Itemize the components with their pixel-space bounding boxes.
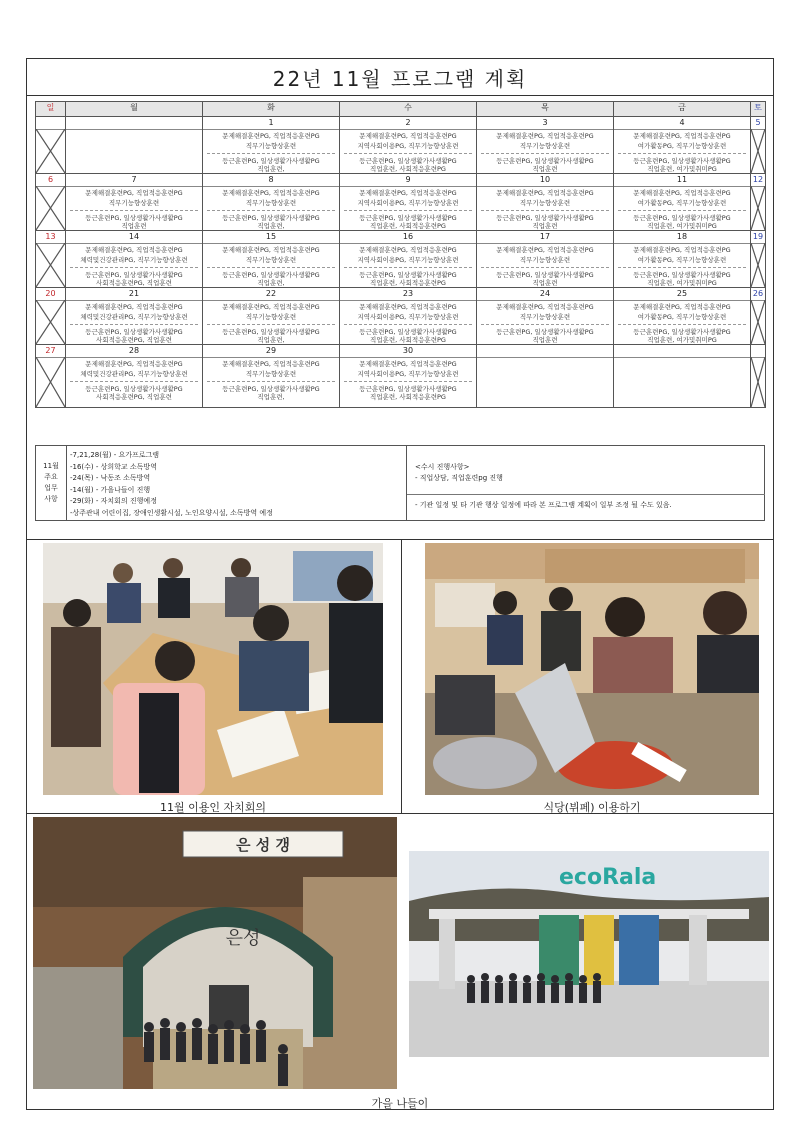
photo-buffet <box>425 543 759 795</box>
afternoon-program: 등근훈련PG, 일상생활가사생활PG <box>85 214 183 222</box>
morning-program: 문제해결훈련PG, 직업적응훈련PG <box>359 303 457 311</box>
calendar-day-cell <box>477 117 614 174</box>
calendar-day-cell <box>614 288 751 345</box>
note-item: -14(월) - 가을나들이 진행 <box>70 485 151 494</box>
notes-label-line: 주요 <box>44 473 58 481</box>
session-divider <box>481 153 609 154</box>
day-number: 15 <box>203 231 339 244</box>
note-item: -상주관내 어린이집, 장애인생활시설, 노인요양시설, 소독방역 예정 <box>70 508 273 517</box>
morning-program: 지역사회이용PG, 직무기능향상훈련 <box>357 370 459 378</box>
afternoon-program: 직업훈련, 여가및취미PG <box>647 165 717 173</box>
calendar-day-cell <box>751 117 766 174</box>
day-number: 8 <box>203 174 339 187</box>
morning-program: 문제해결훈련PG, 직업적응훈련PG <box>222 246 320 254</box>
day-number: 10 <box>477 174 613 187</box>
afternoon-program: 직업훈련, 사회적응훈련PG <box>370 165 446 173</box>
morning-program: 직무기능향상훈련 <box>519 256 571 264</box>
morning-program: 체력및건강관리PG, 직무기능향상훈련 <box>80 313 188 321</box>
closed-day-cross <box>36 186 65 230</box>
morning-program: 문제해결훈련PG, 직업적응훈련PG <box>222 132 320 140</box>
closed-day-cross <box>751 186 765 230</box>
monthly-notes <box>35 445 765 521</box>
morning-program: 체력및건강관리PG, 직무기능향상훈련 <box>80 370 188 378</box>
closed-day-cross <box>36 243 65 287</box>
calendar-day-cell <box>36 174 66 231</box>
day-number <box>614 345 750 358</box>
notes-label <box>36 446 67 520</box>
afternoon-program: 직업훈련, <box>257 336 285 344</box>
day-number: 26 <box>751 288 765 301</box>
morning-program: 직무기능향상훈련 <box>245 313 297 321</box>
calendar-day-cell <box>477 174 614 231</box>
morning-program: 직무기능향상훈련 <box>245 142 297 150</box>
session-divider <box>344 381 472 382</box>
session-divider <box>207 324 335 325</box>
day-number: 16 <box>340 231 476 244</box>
afternoon-program: 사회적응훈련PG, 직업훈련 <box>96 393 172 401</box>
day-number: 20 <box>36 288 65 301</box>
ongoing-item: - 직업상담, 직업훈련pg 진행 <box>415 474 503 482</box>
session-divider <box>344 267 472 268</box>
ecorala-logo: ecoRala <box>559 865 657 890</box>
page-frame <box>26 58 774 1110</box>
day-number: 13 <box>36 231 65 244</box>
afternoon-program: 직업훈련, 여가및취미PG <box>647 336 717 344</box>
morning-program: 직무기능향상훈련 <box>519 142 571 150</box>
notes-label-line: 업무 <box>44 484 58 492</box>
caption-buffet: 식당(뷔페) 이용하기 <box>543 801 641 814</box>
photo-grid-line <box>27 539 773 540</box>
calendar-day-cell <box>340 117 477 174</box>
closed-day-cross <box>36 129 65 173</box>
tunnel-sign-top: 은 성 갱 <box>236 835 290 854</box>
day-number: 24 <box>477 288 613 301</box>
day-number: 18 <box>614 231 750 244</box>
morning-program: 문제해결훈련PG, 직업적응훈련PG <box>496 189 594 197</box>
weekday-mon: 월 <box>66 102 203 117</box>
morning-program: 문제해결훈련PG, 직업적응훈련PG <box>359 189 457 197</box>
calendar-day-cell <box>203 117 340 174</box>
morning-program: 직무기능향상훈련 <box>245 199 297 207</box>
afternoon-program: 직업훈련, 여가및취미PG <box>647 222 717 230</box>
page-title: 22년 11월 프로그램 계획 <box>27 59 773 96</box>
session-divider <box>618 153 746 154</box>
weekday-fri: 금 <box>614 102 751 117</box>
closed-day-cross <box>751 129 765 173</box>
day-number: 9 <box>340 174 476 187</box>
afternoon-program: 등근훈련PG, 일상생활가사생활PG <box>496 328 594 336</box>
calendar-week-row <box>36 174 766 231</box>
day-number: 23 <box>340 288 476 301</box>
weekday-header-row <box>36 102 766 117</box>
afternoon-program: 직업훈련, 사회적응훈련PG <box>370 279 446 287</box>
day-number: 14 <box>66 231 202 244</box>
calendar-day-cell <box>614 117 751 174</box>
closed-day-cross <box>36 300 65 344</box>
morning-program: 문제해결훈련PG, 직업적응훈련PG <box>85 246 183 254</box>
morning-program: 문제해결훈련PG, 직업적응훈련PG <box>496 132 594 140</box>
day-number: 25 <box>614 288 750 301</box>
morning-program: 지역사회이용PG, 직무기능향상훈련 <box>357 199 459 207</box>
calendar-day-cell <box>614 231 751 288</box>
closed-day-cross <box>36 357 65 407</box>
afternoon-program: 직업훈련 <box>121 222 147 230</box>
afternoon-program: 직업훈련, <box>257 393 285 401</box>
note-item: -7,21,28(월) - 요가프로그램 <box>70 451 160 459</box>
afternoon-program: 직업훈련, <box>257 165 285 173</box>
calendar-week-row <box>36 288 766 345</box>
afternoon-program: 사회적응훈련PG, 직업훈련 <box>96 336 172 344</box>
closed-day-cross <box>751 243 765 287</box>
morning-program: 여가활동PG, 직무기능향상훈련 <box>637 199 727 207</box>
afternoon-program: 등근훈련PG, 일상생활가사생활PG <box>222 385 320 393</box>
caption-autumn-outing: 가을 나들이 <box>371 1097 429 1110</box>
morning-program: 지역사회이용PG, 직무기능향상훈련 <box>357 313 459 321</box>
morning-program: 직무기능향상훈련 <box>519 313 571 321</box>
caption-meeting: 11월 이용인 자치회의 <box>160 801 266 814</box>
afternoon-program: 등근훈련PG, 일상생활가사생활PG <box>85 385 183 393</box>
session-divider <box>344 324 472 325</box>
day-number: 7 <box>66 174 202 187</box>
buffet-photo-art <box>425 543 759 795</box>
day-number: 1 <box>203 117 339 130</box>
morning-program: 문제해결훈련PG, 직업적응훈련PG <box>633 132 731 140</box>
session-divider <box>70 324 198 325</box>
morning-program: 직무기능향상훈련 <box>245 256 297 264</box>
day-number: 17 <box>477 231 613 244</box>
morning-program: 여가활동PG, 직무기능향상훈련 <box>637 256 727 264</box>
calendar-day-cell <box>36 117 66 174</box>
afternoon-program: 등근훈련PG, 일상생활가사생활PG <box>496 271 594 279</box>
morning-program: 문제해결훈련PG, 직업적응훈련PG <box>85 303 183 311</box>
day-number: 2 <box>340 117 476 130</box>
calendar-day-cell <box>36 345 66 408</box>
session-divider <box>70 381 198 382</box>
morning-program: 직무기능향상훈련 <box>245 370 297 378</box>
day-number: 28 <box>66 345 202 358</box>
session-divider <box>70 267 198 268</box>
day-number: 12 <box>751 174 765 187</box>
program-calendar <box>35 101 766 408</box>
note-item: -16(수) - 상희학교 소독방역 <box>70 462 157 471</box>
morning-program: 문제해결훈련PG, 직업적응훈련PG <box>496 303 594 311</box>
note-item: -29(화) - 자치회의 진행예정 <box>70 497 157 505</box>
notes-divider <box>407 494 765 495</box>
afternoon-program: 등근훈련PG, 일상생활가사생활PG <box>359 214 457 222</box>
day-number: 11 <box>614 174 750 187</box>
calendar-day-cell <box>66 117 203 174</box>
afternoon-program: 직업훈련 <box>532 165 558 173</box>
afternoon-program: 직업훈련 <box>532 222 558 230</box>
session-divider <box>481 267 609 268</box>
tunnel-sign-face: 은성 <box>225 928 261 949</box>
morning-program: 문제해결훈련PG, 직업적응훈련PG <box>85 360 183 368</box>
calendar-day-cell <box>66 288 203 345</box>
calendar-day-cell <box>36 288 66 345</box>
morning-program: 문제해결훈련PG, 직업적응훈련PG <box>359 246 457 254</box>
session-divider <box>618 210 746 211</box>
session-divider <box>70 210 198 211</box>
morning-program: 지역사회이용PG, 직무기능향상훈련 <box>357 142 459 150</box>
session-divider <box>207 381 335 382</box>
day-number: 22 <box>203 288 339 301</box>
morning-program: 문제해결훈련PG, 직업적응훈련PG <box>359 132 457 140</box>
calendar-day-cell <box>203 231 340 288</box>
photo-grid-line <box>401 539 402 813</box>
morning-program: 직무기능향상훈련 <box>519 199 571 207</box>
afternoon-program: 등근훈련PG, 일상생활가사생활PG <box>496 157 594 165</box>
afternoon-program: 등근훈련PG, 일상생활가사생활PG <box>633 214 731 222</box>
day-number <box>66 117 202 130</box>
calendar-day-cell <box>751 288 766 345</box>
morning-program: 문제해결훈련PG, 직업적응훈련PG <box>85 189 183 197</box>
calendar-day-cell <box>66 174 203 231</box>
afternoon-program: 등근훈련PG, 일상생활가사생활PG <box>222 214 320 222</box>
session-divider <box>618 267 746 268</box>
afternoon-program: 등근훈련PG, 일상생활가사생활PG <box>222 157 320 165</box>
day-number: 4 <box>614 117 750 130</box>
afternoon-program: 사회적응훈련PG, 직업훈련 <box>96 279 172 287</box>
weekday-wed: 수 <box>340 102 477 117</box>
calendar-day-cell <box>614 345 751 408</box>
ongoing-title: <수시 진행사항> <box>415 463 470 471</box>
notes-items <box>70 450 400 519</box>
afternoon-program: 직업훈련, 사회적응훈련PG <box>370 336 446 344</box>
morning-program: 여가활동PG, 직무기능향상훈련 <box>637 313 727 321</box>
tunnel-photo-art <box>33 817 397 1089</box>
weekday-sun: 일 <box>36 102 66 117</box>
day-number: 19 <box>751 231 765 244</box>
afternoon-program: 등근훈련PG, 일상생활가사생활PG <box>359 385 457 393</box>
morning-program: 문제해결훈련PG, 직업적응훈련PG <box>359 360 457 368</box>
day-number: 30 <box>340 345 476 358</box>
day-number: 27 <box>36 345 65 358</box>
afternoon-program: 등근훈련PG, 일상생활가사생활PG <box>633 328 731 336</box>
calendar-day-cell <box>66 345 203 408</box>
meeting-photo-art <box>43 543 383 795</box>
day-number: 21 <box>66 288 202 301</box>
morning-program: 문제해결훈련PG, 직업적응훈련PG <box>222 360 320 368</box>
notes-ongoing <box>406 446 765 520</box>
calendar-day-cell <box>751 231 766 288</box>
session-divider <box>481 210 609 211</box>
afternoon-program: 등근훈련PG, 일상생활가사생활PG <box>633 271 731 279</box>
afternoon-program: 직업훈련, <box>257 279 285 287</box>
session-divider <box>207 267 335 268</box>
afternoon-program: 등근훈련PG, 일상생활가사생활PG <box>359 157 457 165</box>
afternoon-program: 직업훈련, 사회적응훈련PG <box>370 393 446 401</box>
session-divider <box>207 210 335 211</box>
afternoon-program: 등근훈련PG, 일상생활가사생활PG <box>359 328 457 336</box>
afternoon-program: 직업훈련, <box>257 222 285 230</box>
morning-program: 지역사회이용PG, 직무기능향상훈련 <box>357 256 459 264</box>
morning-program: 문제해결훈련PG, 직업적응훈련PG <box>222 189 320 197</box>
calendar-day-cell <box>477 231 614 288</box>
day-number <box>477 345 613 358</box>
afternoon-program: 직업훈련 <box>532 279 558 287</box>
calendar-day-cell <box>614 174 751 231</box>
calendar-day-cell <box>751 174 766 231</box>
session-divider <box>207 153 335 154</box>
day-number: 6 <box>36 174 65 187</box>
calendar-day-cell <box>36 231 66 288</box>
morning-program: 여가활동PG, 직무기능향상훈련 <box>637 142 727 150</box>
calendar-day-cell <box>751 345 766 408</box>
afternoon-program: 직업훈련, 사회적응훈련PG <box>370 222 446 230</box>
calendar-day-cell <box>477 345 614 408</box>
calendar-week-row <box>36 117 766 174</box>
morning-program: 직무기능향상훈련 <box>108 199 160 207</box>
calendar-week-row <box>36 231 766 288</box>
afternoon-program: 등근훈련PG, 일상생활가사생활PG <box>359 271 457 279</box>
calendar-day-cell <box>340 345 477 408</box>
photo-eunseong-tunnel <box>33 817 397 1089</box>
session-divider <box>618 324 746 325</box>
schedule-disclaimer: - 기관 일정 및 타 기관 행상 일정에 따라 본 프로그램 계획이 일부 조정 될 수도 있음. <box>415 501 672 509</box>
ongoing-block <box>415 462 503 484</box>
morning-program: 문제해결훈련PG, 직업적응훈련PG <box>633 246 731 254</box>
calendar-week-row <box>36 345 766 408</box>
morning-program: 문제해결훈련PG, 직업적응훈련PG <box>633 189 731 197</box>
closed-day-cross <box>751 300 765 344</box>
afternoon-program: 직업훈련, 여가및취미PG <box>647 279 717 287</box>
notes-label-line: 사항 <box>44 495 58 503</box>
morning-program: 체력및건강관리PG, 직무기능향상훈련 <box>80 256 188 264</box>
day-number: 3 <box>477 117 613 130</box>
calendar-day-cell <box>340 231 477 288</box>
session-divider <box>344 210 472 211</box>
calendar-day-cell <box>203 345 340 408</box>
photo-ecorala <box>409 851 769 1057</box>
session-divider <box>344 153 472 154</box>
calendar-day-cell <box>477 288 614 345</box>
weekday-thu: 목 <box>477 102 614 117</box>
session-divider <box>481 324 609 325</box>
afternoon-program: 등근훈련PG, 일상생활가사생활PG <box>633 157 731 165</box>
afternoon-program: 등근훈련PG, 일상생활가사생활PG <box>85 328 183 336</box>
photo-self-governing-meeting <box>43 543 383 795</box>
morning-program: 문제해결훈련PG, 직업적응훈련PG <box>633 303 731 311</box>
afternoon-program: 등근훈련PG, 일상생활가사생활PG <box>85 271 183 279</box>
morning-program: 문제해결훈련PG, 직업적응훈련PG <box>496 246 594 254</box>
note-item: -24(목) - 낙동조 소독방역 <box>70 474 151 482</box>
calendar-day-cell <box>203 174 340 231</box>
calendar-day-cell <box>203 288 340 345</box>
afternoon-program: 등근훈련PG, 일상생활가사생활PG <box>222 328 320 336</box>
afternoon-program: 직업훈련 <box>532 336 558 344</box>
calendar-day-cell <box>66 231 203 288</box>
weekday-tue: 화 <box>203 102 340 117</box>
calendar-day-cell <box>340 174 477 231</box>
morning-program: 문제해결훈련PG, 직업적응훈련PG <box>222 303 320 311</box>
calendar-day-cell <box>340 288 477 345</box>
closed-day-cross <box>751 357 765 407</box>
afternoon-program: 등근훈련PG, 일상생활가사생활PG <box>222 271 320 279</box>
day-number: 5 <box>751 117 765 130</box>
notes-label-line: 11월 <box>43 462 59 470</box>
afternoon-program: 등근훈련PG, 일상생활가사생활PG <box>496 214 594 222</box>
day-number: 29 <box>203 345 339 358</box>
weekday-sat: 토 <box>751 102 766 117</box>
